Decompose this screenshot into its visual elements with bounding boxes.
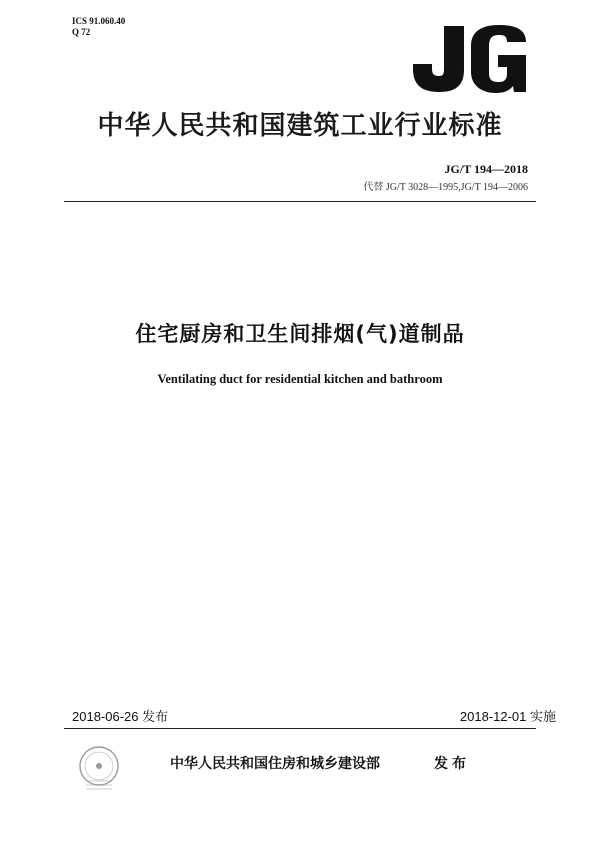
ccs-code: Q 72 <box>72 27 91 37</box>
top-divider <box>64 201 536 202</box>
document-title-chinese: 住宅厨房和卫生间排烟(气)道制品 <box>135 322 465 346</box>
jg-logo <box>410 22 530 94</box>
publisher-seal <box>74 744 124 802</box>
organization-title: 中华人民共和国建筑工业行业标准 <box>97 111 503 141</box>
publisher-name: 中华人民共和国住房和城乡建设部 <box>170 756 380 772</box>
ics-code: ICS 91.060.40 <box>72 16 126 26</box>
issue-date: 2018-06-26 发布 <box>72 709 169 724</box>
bottom-divider <box>64 728 536 729</box>
classification-codes <box>72 16 125 38</box>
jg-logo-letter-g <box>471 25 526 93</box>
implementation-date: 2018-12-01 实施 <box>459 709 556 724</box>
replaces-standards: 代替 JG/T 3028—1995,JG/T 194—2006 <box>363 182 528 193</box>
document-title-english: Ventilating duct for residential kitchen and bathroom <box>157 372 443 386</box>
publish-label: 发布 <box>434 756 470 772</box>
standard-number: JG/T 194—2018 <box>444 162 528 176</box>
jg-logo-letter-j <box>413 26 464 92</box>
